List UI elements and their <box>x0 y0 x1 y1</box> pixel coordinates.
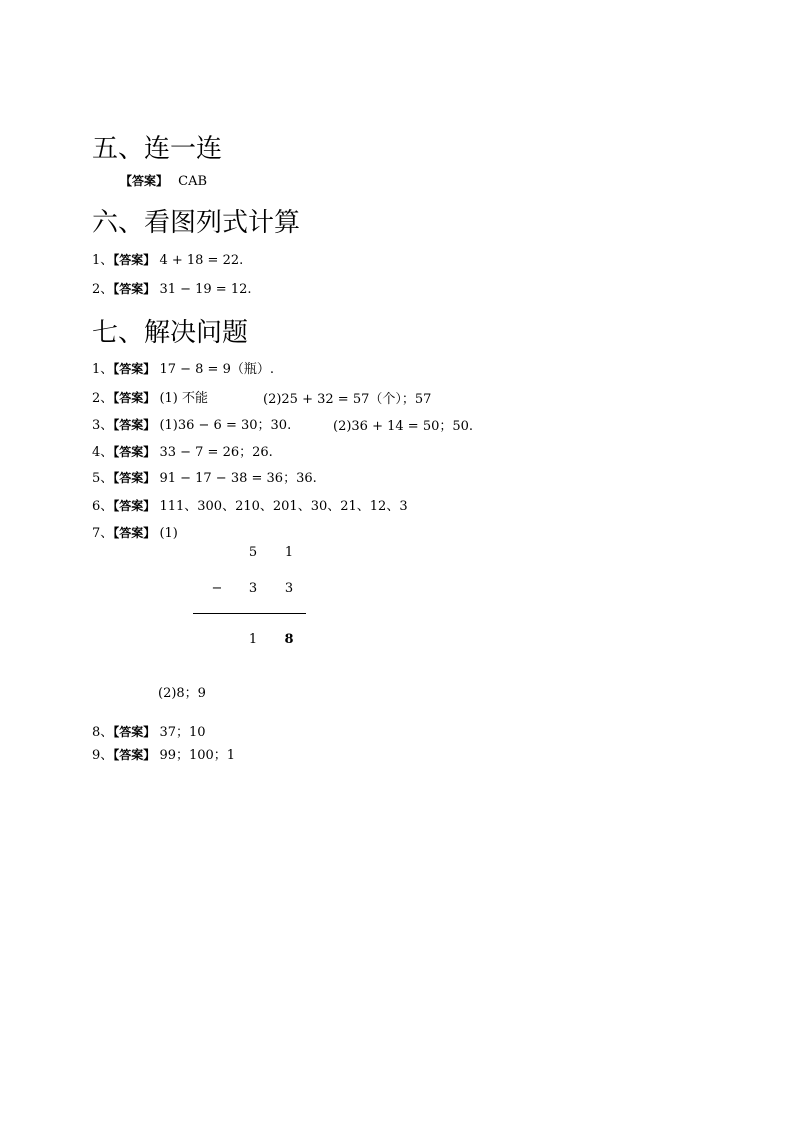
answer-line-s7-5 <box>92 469 317 488</box>
item-number: 6、 <box>92 499 114 514</box>
item-number: 1、 <box>92 253 114 268</box>
answer-part-1: (1)36 − 6 = 30；30. <box>159 418 292 433</box>
answer-tag: 【答案】 <box>113 282 156 296</box>
answer-tag: 【答案】 <box>113 499 156 513</box>
item-number: 9、 <box>92 748 114 763</box>
item-number: 3、 <box>92 418 114 433</box>
answer-tag: 【答案】 <box>120 174 169 188</box>
answer-part-2: (2)8；9 <box>158 686 206 701</box>
item-number: 7、 <box>92 526 114 541</box>
item-number: 2、 <box>92 282 114 297</box>
answer-text: 33 − 7 = 26；26. <box>159 445 273 460</box>
answer-line-s7-1 <box>92 360 274 379</box>
section-title-7: 七、解决问题 <box>92 318 249 348</box>
answer-tag: 【答案】 <box>113 725 156 739</box>
calc-mid-ones: 3 <box>284 581 294 596</box>
answer-text: 99；100；1 <box>159 748 236 763</box>
answer-text: 91 − 17 − 38 = 36；36. <box>159 471 317 486</box>
calc-top-ones: 1 <box>284 545 294 560</box>
answer-line-s7-8 <box>92 723 206 742</box>
answer-line-s6-2 <box>92 280 252 299</box>
answer-text: 17 − 8 = 9（瓶）. <box>159 362 274 377</box>
answer-line-s7-4 <box>92 443 273 462</box>
answer-line-s6-1 <box>92 251 243 270</box>
answer-text: CAB <box>178 174 208 189</box>
section-title-6: 六、看图列式计算 <box>92 208 301 238</box>
answer-line-s7-9 <box>92 746 235 765</box>
answer-text: 37；10 <box>159 725 206 740</box>
answer-line-s7-2 <box>92 389 208 408</box>
calc-mid-tens: 3 <box>248 581 258 596</box>
answer-part-1: (1) <box>159 526 178 541</box>
answer-tag: 【答案】 <box>113 253 156 267</box>
calc-rule <box>193 613 306 614</box>
answer-line-s7-6 <box>92 497 408 516</box>
answer-tag: 【答案】 <box>113 418 156 432</box>
item-number: 1、 <box>92 362 114 377</box>
answer-text: 4 + 18 = 22. <box>159 253 244 268</box>
answer-part-1: (1) 不能 <box>159 391 208 406</box>
answer-tag: 【答案】 <box>113 445 156 459</box>
answer-tag: 【答案】 <box>113 471 156 485</box>
item-number: 4、 <box>92 445 114 460</box>
answer-tag: 【答案】 <box>113 748 156 762</box>
calc-top-tens: 5 <box>248 545 258 560</box>
answer-tag: 【答案】 <box>113 391 156 405</box>
item-number: 8、 <box>92 725 114 740</box>
answer-tag: 【答案】 <box>113 362 156 376</box>
answer-tag: 【答案】 <box>113 526 156 540</box>
item-number: 5、 <box>92 471 114 486</box>
answer-line-s7-3 <box>92 416 291 435</box>
answer-line-s5 <box>120 172 207 191</box>
section-title-5: 五、连一连 <box>92 134 223 164</box>
answer-text: 111、300、210、201、30、21、12、3 <box>159 499 408 514</box>
calc-result-tens: 1 <box>248 632 258 647</box>
answer-part-2: (2)36 + 14 = 50；50. <box>333 419 474 434</box>
answer-text: 31 − 19 = 12. <box>159 282 252 297</box>
answer-line-s7-7 <box>92 524 178 543</box>
item-number: 2、 <box>92 391 114 406</box>
answer-part-2: (2)25 + 32 = 57（个）；57 <box>263 392 432 407</box>
calc-operator: − <box>211 581 223 596</box>
calc-result-ones: 8 <box>284 632 294 647</box>
